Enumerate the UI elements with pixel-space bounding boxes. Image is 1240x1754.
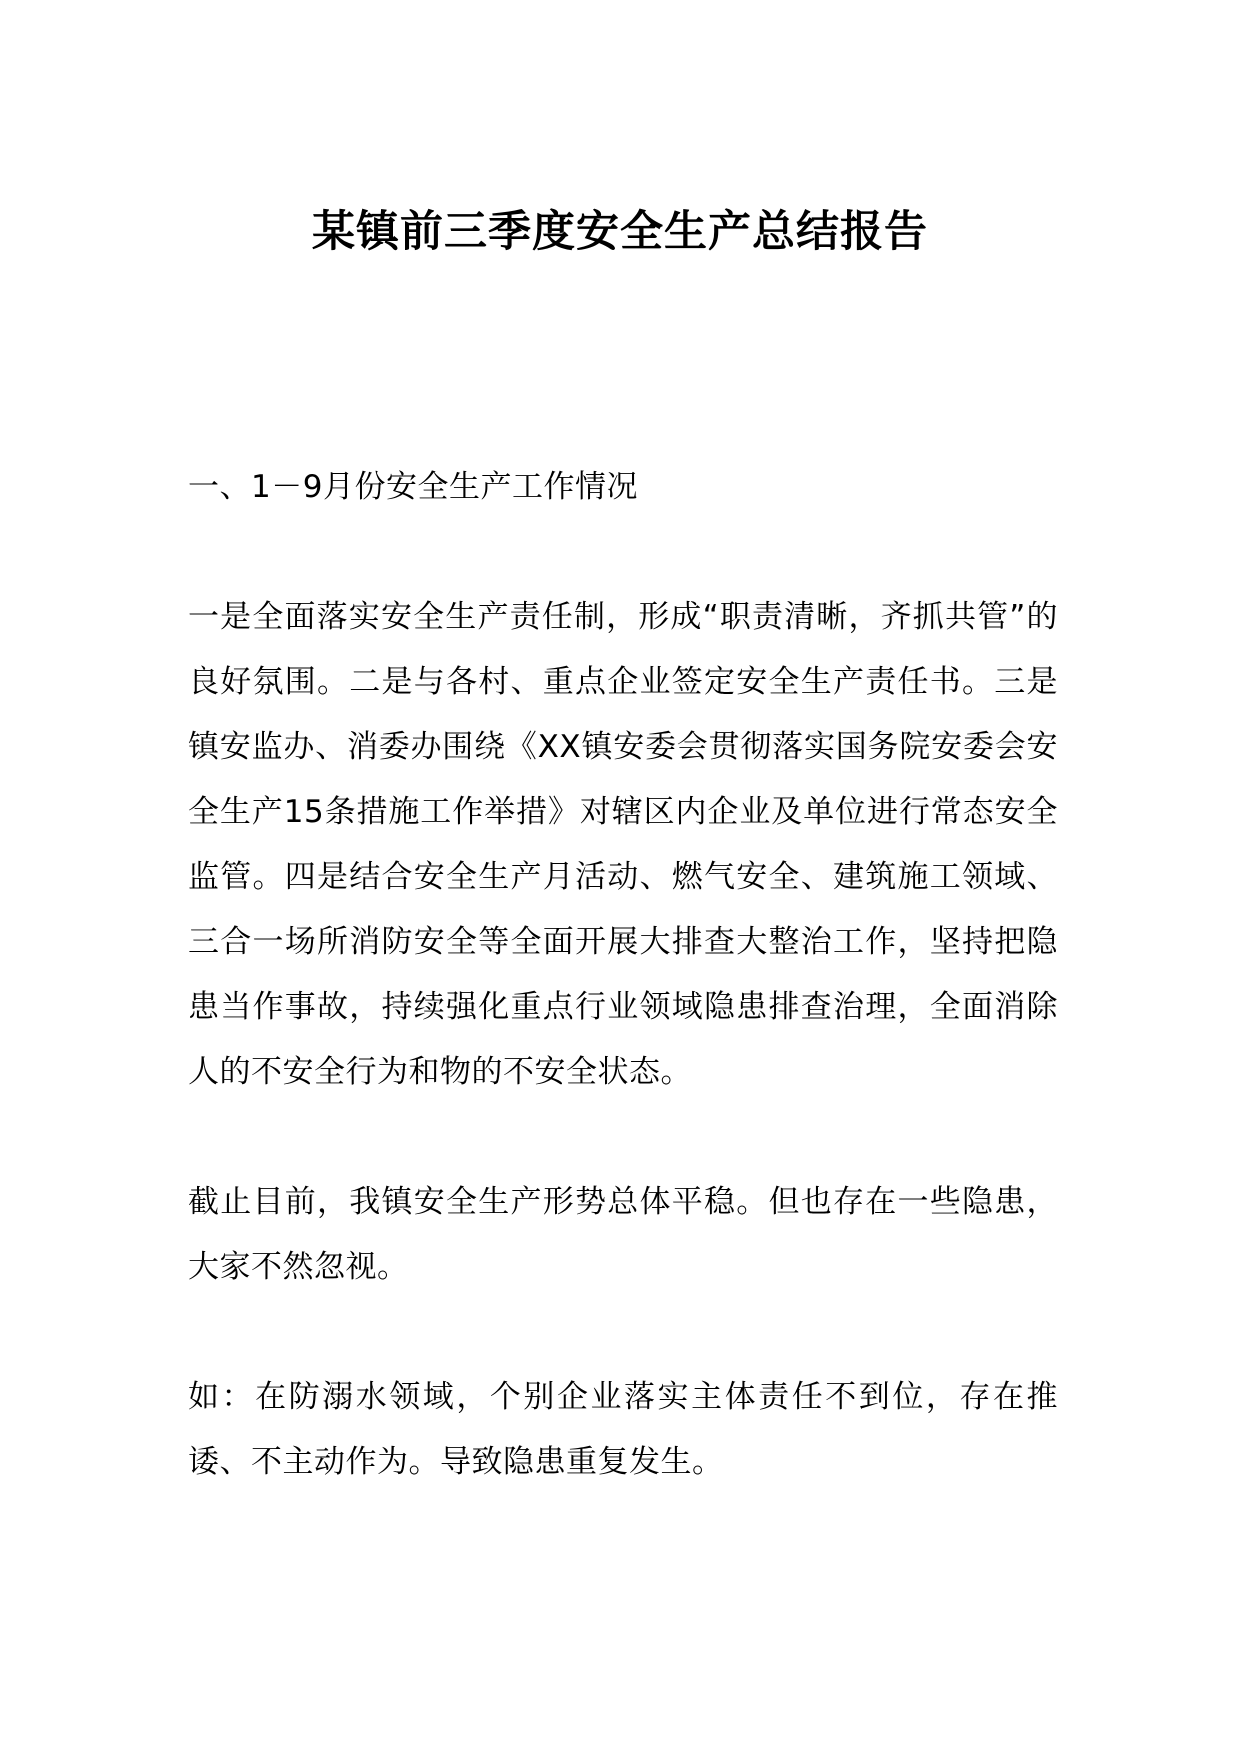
document-title: 某镇前三季度安全生产总结报告 — [312, 207, 928, 257]
paragraph-drowning-prevention: 如：在防溺水领域，个别企业落实主体责任不到位，存在推诿、不主动作为。导致隐患重复发生。 — [188, 1379, 1058, 1480]
paragraph-current-situation: 截止目前，我镇安全生产形势总体平稳。但也存在一些隐患，大家不然忽视。 — [188, 1184, 1058, 1285]
paragraph-work-summary: 一是全面落实安全生产责任制，形成“职责清晰，齐抓共管”的良好氛围。二是与各村、重点企业签定安全生产责任书。三是镇安监办、消委办围绕《XX镇安委会贯彻落实国务院安委会安全生产15条措施工作举措》对辖区内企业及单位进行常态安全监管。四是结合安全生产月活动、燃气安全、建筑施工领域、三合一场所消防安全等全面开展大排查大整治工作，坚持把隐患当作事故，持续强化重点行业领域隐患排查治理，全面消除人的不安全行为和物的不安全状态。 — [188, 599, 1058, 1090]
section-heading: 一、1－9月份安全生产工作情况 — [188, 469, 638, 505]
document-body — [188, 455, 1058, 1495]
